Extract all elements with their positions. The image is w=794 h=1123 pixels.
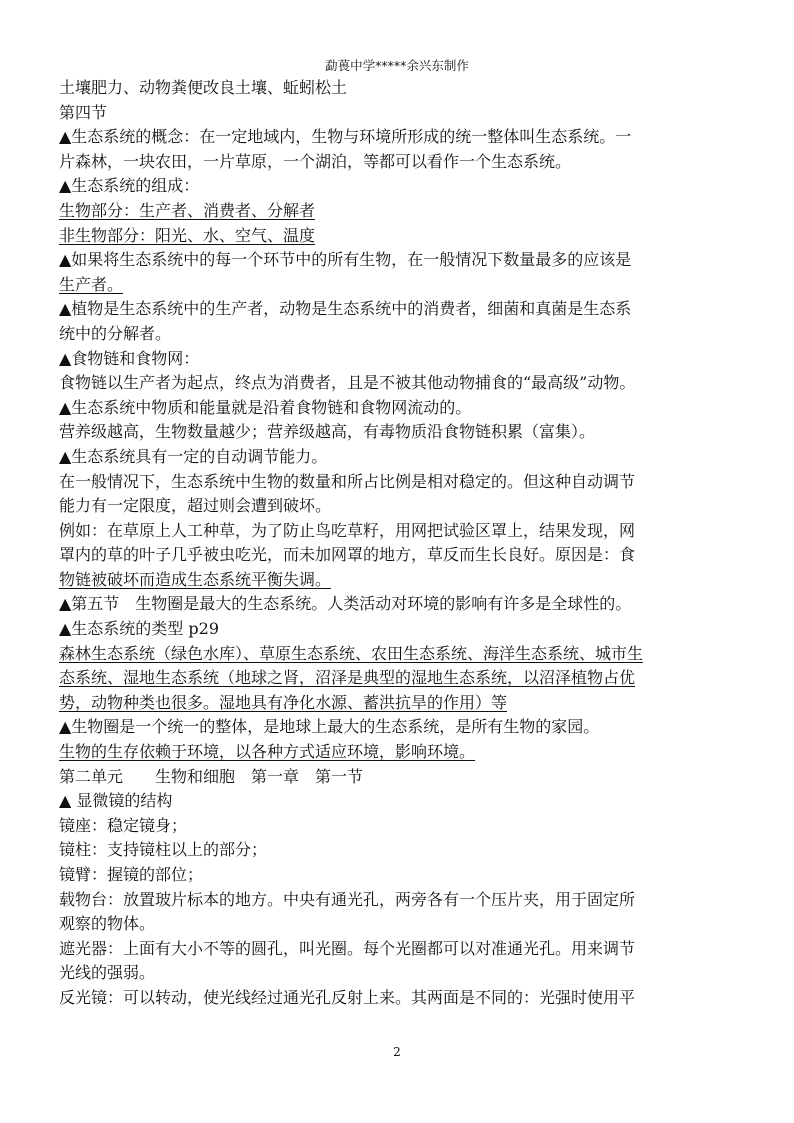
underlined-text: 势，动物种类也很多。湿地具有净化水源、蓄洪抗旱的作用）等 (59, 692, 508, 712)
text-line: 在一般情况下，生态系统中生物的数量和所占比例是相对稳定的。但这种自动调节 (59, 471, 636, 491)
underlined-text: 物链被破坏而造成生态系统平衡失调。 (59, 569, 332, 589)
text-line: 食物链以生产者为起点，终点为消费者，且是不被其他动物捕食的“最高级”动物。 (59, 373, 636, 393)
text-line (59, 740, 743, 765)
text-line: ▲生态系统的概念：在一定地域内，生物与环境所形成的统一整体叫生态系统。一 (59, 127, 632, 147)
text-line: 能力有一定限度，超过则会遭到破坏。 (59, 496, 332, 516)
text-line (59, 224, 743, 249)
text-line: ▲第五节 生物圈是最大的生态系统。人类活动对环境的影响有许多是全球性的。 (59, 594, 632, 614)
text-line: 光线的强弱。 (59, 963, 156, 983)
text-line: ▲生态系统的类型 p29 (59, 619, 219, 639)
text-line: ▲植物是生态系统中的生产者，动物是生态系统中的消费者，细菌和真菌是生态系 (59, 299, 632, 319)
underlined-text: 生物的生存依赖于环境，以各种方式适应环境，影响环境。 (59, 742, 476, 762)
text-line: 片森林，一块农田，一片草原，一个湖泊，等都可以看作一个生态系统。 (59, 151, 572, 171)
text-line (59, 666, 743, 691)
section-heading: 第二单元 生物和细胞 第一章 第一节 (59, 766, 364, 786)
text-line: ▲食物链和食物网： (59, 348, 200, 368)
text-line: 土壤肥力、动物粪便改良土壤、蚯蚓松土 (59, 78, 348, 97)
text-line (59, 199, 743, 224)
text-line: 营养级越高，生物数量越少；营养级越高，有毒物质沿食物链积累（富集）。 (59, 422, 596, 442)
underlined-text: 非生物部分：阳光、水、空气、温度 (59, 225, 316, 245)
text-line: ▲生态系统中物质和能量就是沿着食物链和食物网流动的。 (59, 397, 472, 417)
text-line: 镜座：稳定镜身； (59, 815, 188, 835)
text-line: ▲ 显微镜的结构 (59, 791, 173, 811)
underlined-text: 生产者。 (59, 274, 124, 294)
text-line (59, 642, 743, 667)
text-line: 观察的物体。 (59, 914, 156, 934)
text-line (59, 568, 743, 593)
text-line: 统中的分解者。 (59, 323, 172, 343)
text-line: 遮光器：上面有大小不等的圆孔，叫光圈。每个光圈都可以对准通光孔。用来调节 (59, 938, 636, 958)
underlined-text: 生物部分：生产者、消费者、分解者 (59, 200, 316, 220)
section-heading: 第四节 (59, 102, 108, 122)
text-line (59, 691, 743, 716)
document-body (59, 76, 743, 1011)
text-line (59, 273, 743, 298)
underlined-text: 态系统、湿地生态系统（地球之肾，沼泽是典型的湿地生态系统，以沼泽植物占优 (59, 668, 636, 688)
page-header: 勐葨中学*****余兴东制作 (325, 58, 469, 73)
text-line: 罩内的草的叶子几乎被虫吃光，而未加网罩的地方，草反而生长良好。原因是：食 (59, 545, 636, 565)
text-line: ▲生物圈是一个统一的整体，是地球上最大的生态系统，是所有生物的家园。 (59, 717, 600, 737)
text-line: ▲如果将生态系统中的每一个环节中的所有生物，在一般情况下数量最多的应该是 (59, 250, 632, 270)
text-line: ▲生态系统具有一定的自动调节能力。 (59, 446, 328, 466)
page-number: 2 (393, 1045, 401, 1059)
text-line: ▲生态系统的组成： (59, 176, 200, 196)
underlined-text: 森林生态系统（绿色水库）、草原生态系统、农田生态系统、海洋生态系统、城市生 (59, 643, 644, 663)
text-line: 载物台：放置玻片标本的地方。中央有通光孔，两旁各有一个压片夹，用于固定所 (59, 889, 636, 909)
text-line: 镜柱：支持镜柱以上的部分； (59, 840, 268, 860)
text-line: 镜臂：握镜的部位； (59, 865, 204, 884)
text-line: 反光镜：可以转动，使光线经过通光孔反射上来。其两面是不同的：光强时使用平 (59, 987, 636, 1007)
text-line: 例如：在草原上人工种草，为了防止鸟吃草籽，用网把试验区罩上，结果发现，网 (59, 520, 636, 540)
